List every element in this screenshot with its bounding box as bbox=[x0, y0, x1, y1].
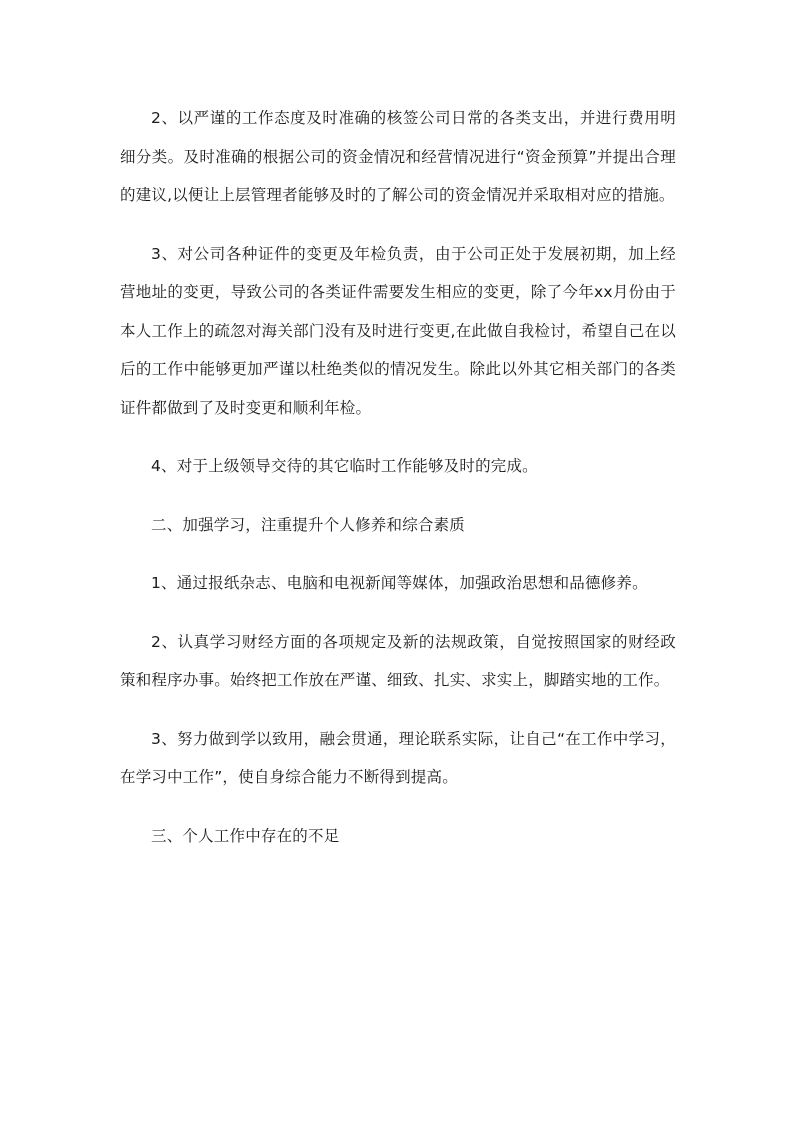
section-heading-shortcomings: 三、个人工作中存在的不足 bbox=[151, 826, 340, 845]
paragraph-expense-review: 2、以严谨的工作态度及时准确的核签公司日常的各类支出，并进行费用明细分类。及时准确的根据公司的资金情况和经营情况进行“资金预算”并提出合理的建议,以便让上层管理者能够及时的了解公司的资金情况并采取相对应的措施。 bbox=[120, 109, 676, 204]
paragraph-finance-regulations: 2、认真学习财经方面的各项规定及新的法规政策，自觉按照国家的财经政策和程序办事。始终把工作放在严谨、细致、扎实、求实上，脚踏实地的工作。 bbox=[120, 632, 676, 689]
document-body bbox=[120, 99, 676, 875]
paragraph-temporary-tasks: 4、对于上级领导交待的其它临时工作能够及时的完成。 bbox=[151, 457, 538, 475]
section-heading-learning: 二、加强学习，注重提升个人修养和综合素质 bbox=[151, 515, 466, 534]
paragraph-certificates: 3、对公司各种证件的变更及年检负责，由于公司正处于发展初期，加上经营地址的变更，导致公司的各类证件需要发生相应的变更，除了今年xx月份由于本人工作上的疏忽对海关部门没有及时进行变更,在此做自我检讨，希望自己在以后的工作中能够更加严谨以杜绝类似的情况发生。除此以外其它相关部门的各类证件都做到了及时变更和顺利年检。 bbox=[120, 244, 676, 417]
paragraph-apply-learning: 3、努力做到学以致用，融会贯通，理论联系实际，让自己“在工作中学习，在学习中工作”，使自身综合能力不断得到提高。 bbox=[120, 729, 676, 786]
paragraph-media-learning: 1、通过报纸杂志、电脑和电视新闻等媒体，加强政治思想和品德修养。 bbox=[151, 574, 648, 592]
